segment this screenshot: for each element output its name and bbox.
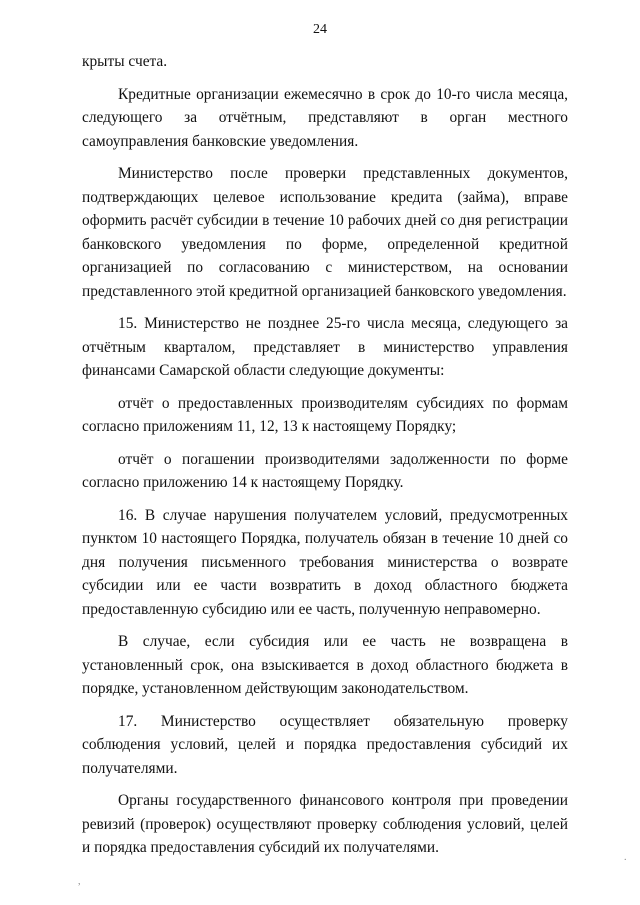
- paragraph-10: Органы государственного финансового контроля при проведении ревизий (проверок) осуществляют проверку соблюдения условий, целей и порядка предоставления субсидий их получателями.: [82, 792, 568, 856]
- paragraph-8: В случае, если субсидия или ее часть не возвращена в установленный срок, она взыскивается в доход областного бюджета в порядке, установленном действующим законодательством.: [82, 633, 568, 697]
- paragraph-7: 16. В случае нарушения получателем условий, предусмотренных пунктом 10 настоящего Порядка, получатель обязан в течение 10 дней со дня получения письменного требования министерства о возврате субсидии или ее части возвратить в доход областного бюджета предоставленную субсидию или ее часть, полученную неправомерно.: [82, 506, 568, 618]
- scan-mark-right-edge: .: [624, 852, 627, 863]
- paragraph-4: 15. Министерство не позднее 25-го числа месяца, следующего за отчётным кварталом, представляет в министерство управления финансами Самарской области следующие документы:: [82, 315, 568, 379]
- paragraph-1: крыты счета.: [82, 53, 168, 70]
- scan-mark-bottom-left: ,: [78, 876, 81, 887]
- document-body: [82, 50, 568, 869]
- page-number: 24: [313, 22, 327, 37]
- paragraph-9: 17. Министерство осуществляет обязательную проверку соблюдения условий, целей и порядка предоставления субсидий их получателями.: [82, 712, 568, 777]
- paragraph-3: Министерство после проверки представленных документов, подтверждающих целевое использование кредита (займа), вправе оформить расчёт субсидии в течение 10 рабочих дней со дня регистрации банковского уведомления по форме, определенной кредитной организацией по согласованию с министерством, на основании представленного этой кредитной организацией банковского уведомления.: [82, 165, 568, 300]
- paragraph-5: отчёт о предоставленных производителям субсидиях по формам согласно приложениям 11, 12, 13 к настоящему Порядку;: [82, 394, 568, 435]
- paragraph-6: отчёт о погашении производителями задолженности по форме согласно приложению 14 к настоящему Порядку.: [82, 450, 568, 491]
- paragraph-2: Кредитные организации ежемесячно в срок до 10-го числа месяца, следующего за отчётным, представляют в орган местного самоуправления банковские уведомления.: [82, 85, 568, 150]
